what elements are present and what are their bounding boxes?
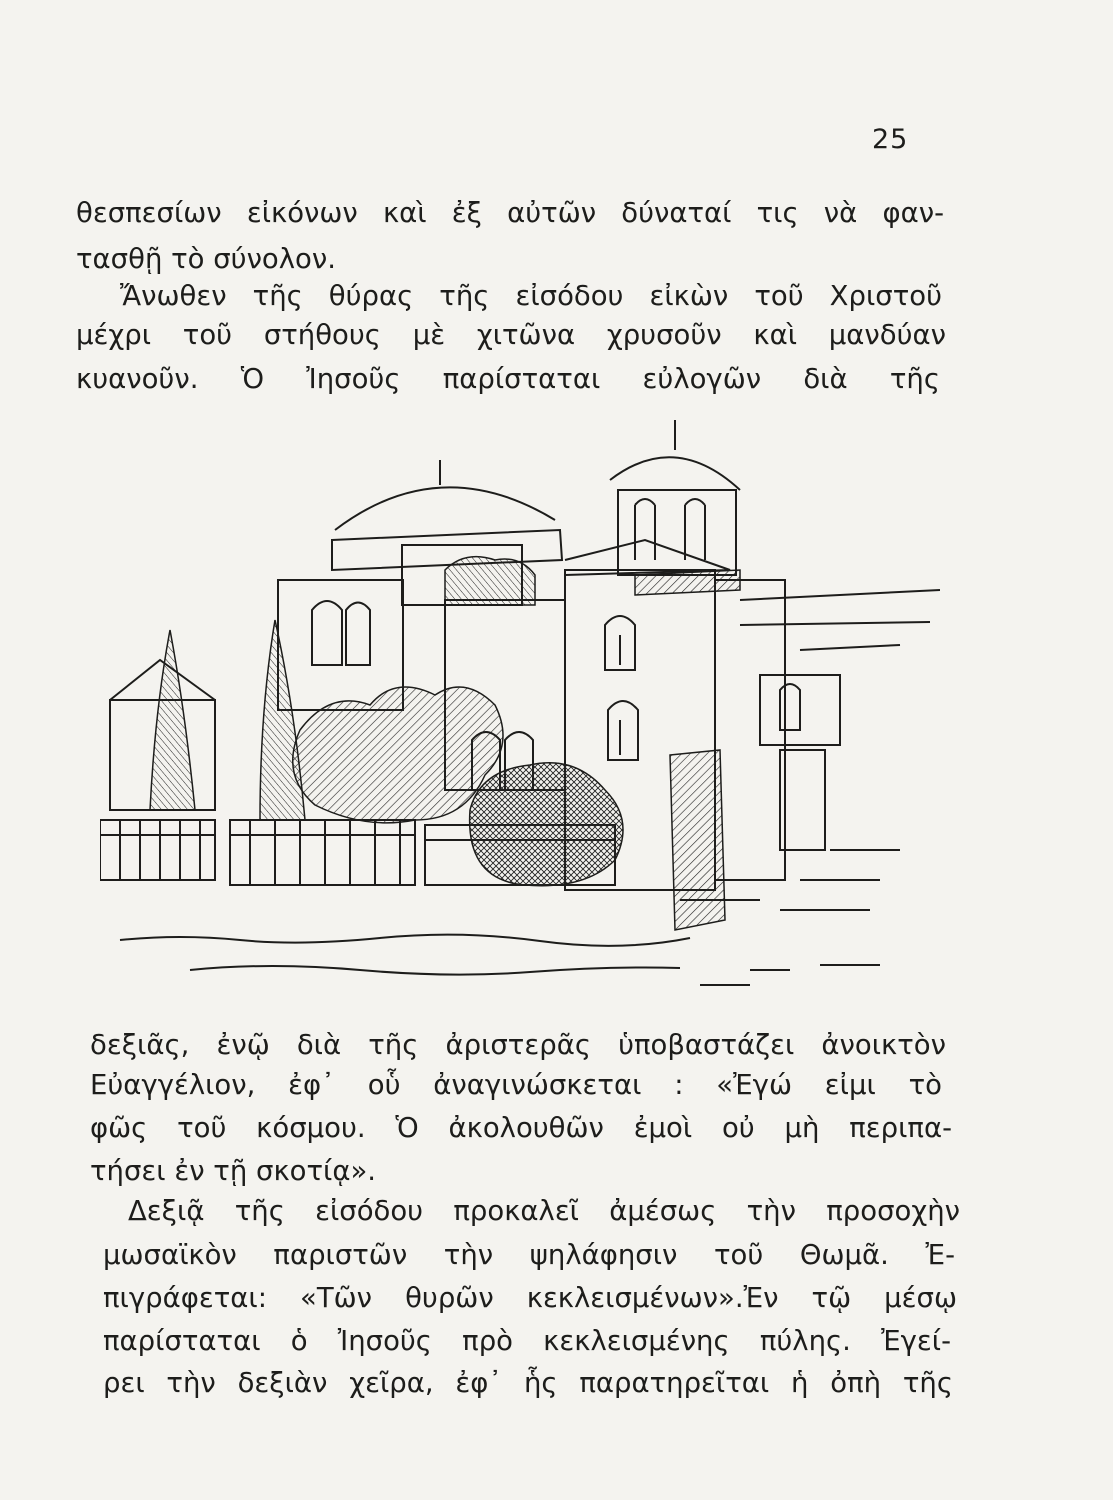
church-illustration bbox=[100, 410, 940, 1000]
text-line: παρίσταται ὁ Ἰησοῦς πρὸ κεκλεισμένης πύλης. Ἐγεί- bbox=[103, 1325, 951, 1357]
text-line: μέχρι τοῦ στήθους μὲ χιτῶνα χρυσοῦν καὶ μανδύαν bbox=[76, 319, 946, 351]
text-line: δεξιᾶς, ἐνῷ διὰ τῆς ἀριστερᾶς ὑποβαστάζει ἀνοικτὸν bbox=[90, 1029, 946, 1061]
text-line: τασθῇ τὸ σύνολον. bbox=[76, 243, 336, 275]
page-number: 25 bbox=[872, 124, 909, 155]
text-line: Εὐαγγέλιον, ἐφ᾿ οὗ ἀναγινώσκεται : «Ἐγώ εἰμι τὸ bbox=[90, 1069, 942, 1101]
text-line: Ἄνωθεν τῆς θύρας τῆς εἰσόδου εἰκὼν τοῦ Χριστοῦ bbox=[120, 280, 942, 312]
text-line: θεσπεσίων εἰκόνων καὶ ἐξ αὐτῶν δύναταί τις νὰ φαν- bbox=[76, 197, 944, 229]
text-line: κυανοῦν. Ὁ Ἰησοῦς παρίσταται εὐλογῶν διὰ τῆς bbox=[76, 363, 940, 395]
text-line: πιγράφεται: «Τῶν θυρῶν κεκλεισμένων».Ἐν τῷ μέσῳ bbox=[103, 1282, 957, 1314]
text-line: φῶς τοῦ κόσμου. Ὁ ἀκολουθῶν ἐμοὶ οὐ μὴ περιπα- bbox=[90, 1112, 952, 1144]
text-line: ρει τὴν δεξιὰν χεῖρα, ἐφ᾿ ἧς παρατηρεῖται ἡ ὀπὴ τῆς bbox=[103, 1367, 953, 1399]
text-line: τήσει ἐν τῇ σκοτίᾳ». bbox=[90, 1155, 377, 1187]
text-line: Δεξιᾷ τῆς εἰσόδου προκαλεῖ ἀμέσως τὴν προσοχὴν bbox=[128, 1195, 960, 1227]
text-line: μωσαϊκὸν παριστῶν τὴν ψηλάφησιν τοῦ Θωμᾶ. Ἐ- bbox=[103, 1239, 955, 1271]
